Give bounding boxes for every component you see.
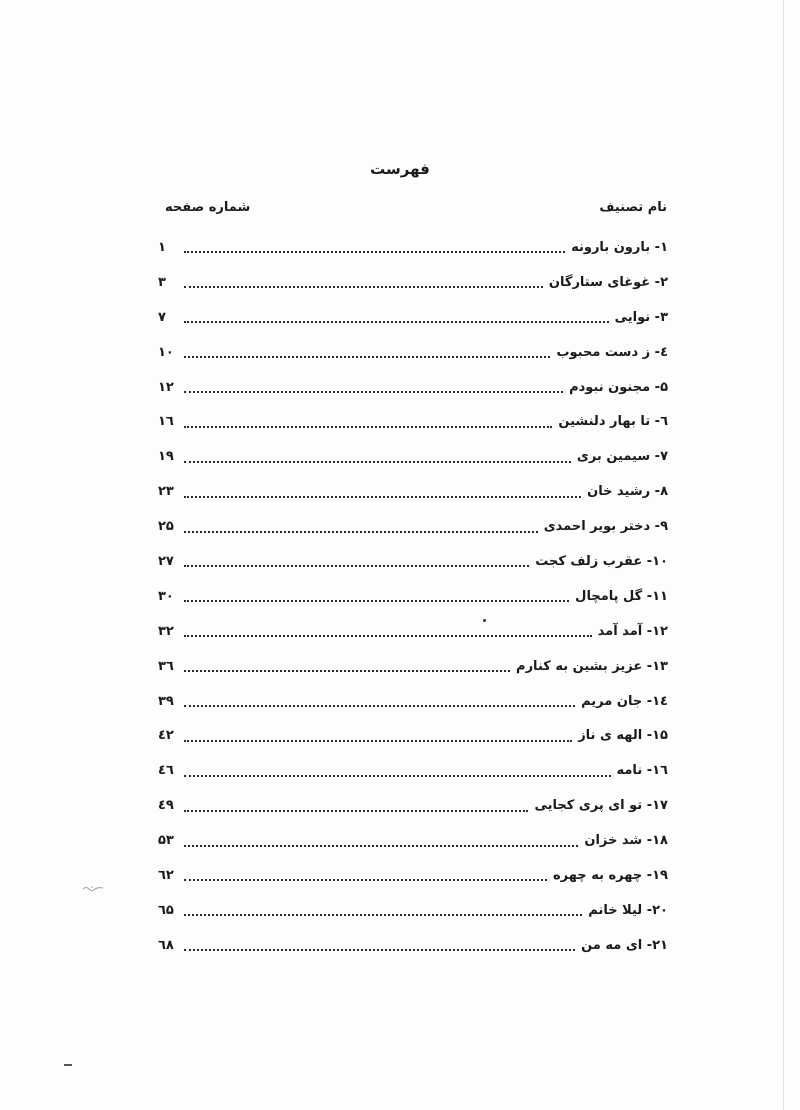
toc-entry	[158, 439, 668, 474]
toc-entry-page-number: ۲۷	[158, 553, 174, 569]
toc-entry	[158, 649, 668, 684]
toc-entry-page-number: ۷	[158, 309, 166, 325]
toc-leader-dots	[184, 565, 529, 567]
toc-leader-dots	[184, 879, 547, 881]
page-number-header: شماره صفحه	[165, 199, 251, 215]
toc-entry	[158, 335, 668, 370]
toc-leader-dots	[184, 914, 582, 916]
toc-entry-page-number: ٦۵	[158, 902, 174, 918]
toc-leader-dots	[184, 740, 572, 742]
toc-entry	[158, 265, 668, 300]
toc-entry-page-number: ۲۳	[158, 484, 174, 500]
toc-leader-dots	[184, 949, 575, 951]
toc-leader-dots	[184, 321, 609, 323]
toc-entry-title: ۲۱- ای مه من	[581, 937, 668, 953]
toc-entry-title: ۱۸- شد خزان	[584, 833, 668, 849]
toc-leader-dots	[184, 496, 581, 498]
toc-entry-title: ۱۰- عقرب زلف کجت	[535, 553, 668, 569]
toc-entry-page-number: ۳	[158, 274, 166, 290]
toc-leader-dots	[184, 286, 543, 288]
toc-entry-title: ۱۱- گل پامچال	[575, 588, 668, 604]
toc-leader-dots	[184, 845, 578, 847]
toc-entry-title: ٦- تا بهار دلنشین	[558, 414, 668, 430]
scan-dash-mark	[64, 1064, 72, 1066]
scan-speck	[483, 619, 486, 622]
toc-leader-dots	[184, 391, 563, 393]
toc-entry	[158, 893, 668, 928]
toc-entry	[158, 753, 668, 788]
toc-entry	[158, 579, 668, 614]
toc-entry	[158, 718, 668, 753]
toc-entry-title: ۳- نوایی	[614, 309, 668, 325]
toc-entry-page-number: ٤۹	[158, 798, 174, 814]
toc-entry-page-number: ٤۲	[158, 728, 174, 744]
toc-entry-title: ۱۳- عزیز بشین به کنارم	[516, 658, 668, 674]
toc-leader-dots	[184, 810, 528, 812]
toc-header	[165, 195, 667, 219]
toc-leader-dots	[184, 670, 510, 672]
table-of-contents	[158, 230, 668, 963]
toc-leader-dots	[184, 531, 538, 533]
toc-entry-title: ۹- دختر بویر احمدی	[543, 519, 668, 535]
toc-entry-title: ۱۲- آمد آمد	[597, 623, 668, 639]
toc-entry	[158, 474, 668, 509]
toc-entry-page-number: ۱۲	[158, 379, 174, 395]
toc-entry-title: ٤- ز دست محبوب	[556, 344, 668, 360]
toc-entry-title: ۸- رشید خان	[587, 484, 668, 500]
toc-entry	[158, 928, 668, 963]
toc-entry	[158, 404, 668, 439]
toc-entry	[158, 509, 668, 544]
toc-entry	[158, 788, 668, 823]
toc-entry-title: ۱۹- چهره به چهره	[552, 867, 668, 883]
toc-entry	[158, 230, 668, 265]
toc-leader-dots	[184, 705, 575, 707]
toc-entry-title: ۱۷- تو ای پری کجایی	[534, 798, 668, 814]
toc-entry-page-number: ۳٦	[158, 658, 174, 674]
toc-leader-dots	[184, 426, 552, 428]
toc-entry-title: ۲- غوغای ستارگان	[548, 274, 668, 290]
toc-entry-title: ۱- بارون بارونه	[571, 239, 668, 255]
toc-leader-dots	[184, 461, 571, 463]
toc-entry-page-number: ٦۸	[158, 937, 174, 953]
toc-entry	[158, 370, 668, 405]
song-name-header: نام تصنیف	[599, 199, 667, 215]
toc-entry-title: ۷- سیمین بری	[576, 449, 668, 465]
toc-leader-dots	[184, 356, 550, 358]
toc-leader-dots	[184, 775, 611, 777]
page-title: فهرست	[370, 160, 430, 178]
toc-entry	[158, 684, 668, 719]
toc-entry-page-number: ۱۰	[158, 344, 174, 360]
toc-leader-dots	[184, 251, 565, 253]
scan-smudge-mark	[82, 884, 104, 892]
toc-leader-dots	[184, 600, 569, 602]
toc-leader-dots	[184, 635, 592, 637]
toc-entry-title: ۱٤- جان مریم	[581, 693, 668, 709]
toc-entry-title: ۱٦- نامه	[616, 763, 668, 779]
toc-entry-title: ۵- مجنون نبودم	[569, 379, 668, 395]
toc-entry	[158, 300, 668, 335]
toc-entry-page-number: ۳۹	[158, 693, 174, 709]
toc-entry-title: ۲۰- لیلا خانم	[588, 902, 668, 918]
toc-entry	[158, 823, 668, 858]
toc-entry-page-number: ۳۰	[158, 588, 174, 604]
toc-entry	[158, 544, 668, 579]
toc-entry-page-number: ۱٦	[158, 414, 174, 430]
toc-entry-page-number: ۱۹	[158, 449, 174, 465]
toc-entry-page-number: ۲۵	[158, 519, 174, 535]
toc-entry	[158, 858, 668, 893]
toc-entry-page-number: ٤٦	[158, 763, 174, 779]
toc-entry-page-number: ۱	[158, 239, 166, 255]
toc-entry-page-number: ۵۳	[158, 833, 174, 849]
toc-entry-page-number: ۳۲	[158, 623, 174, 639]
toc-entry	[158, 614, 668, 649]
toc-entry-page-number: ٦۲	[158, 867, 174, 883]
toc-entry-title: ۱۵- الهه ی ناز	[578, 728, 668, 744]
